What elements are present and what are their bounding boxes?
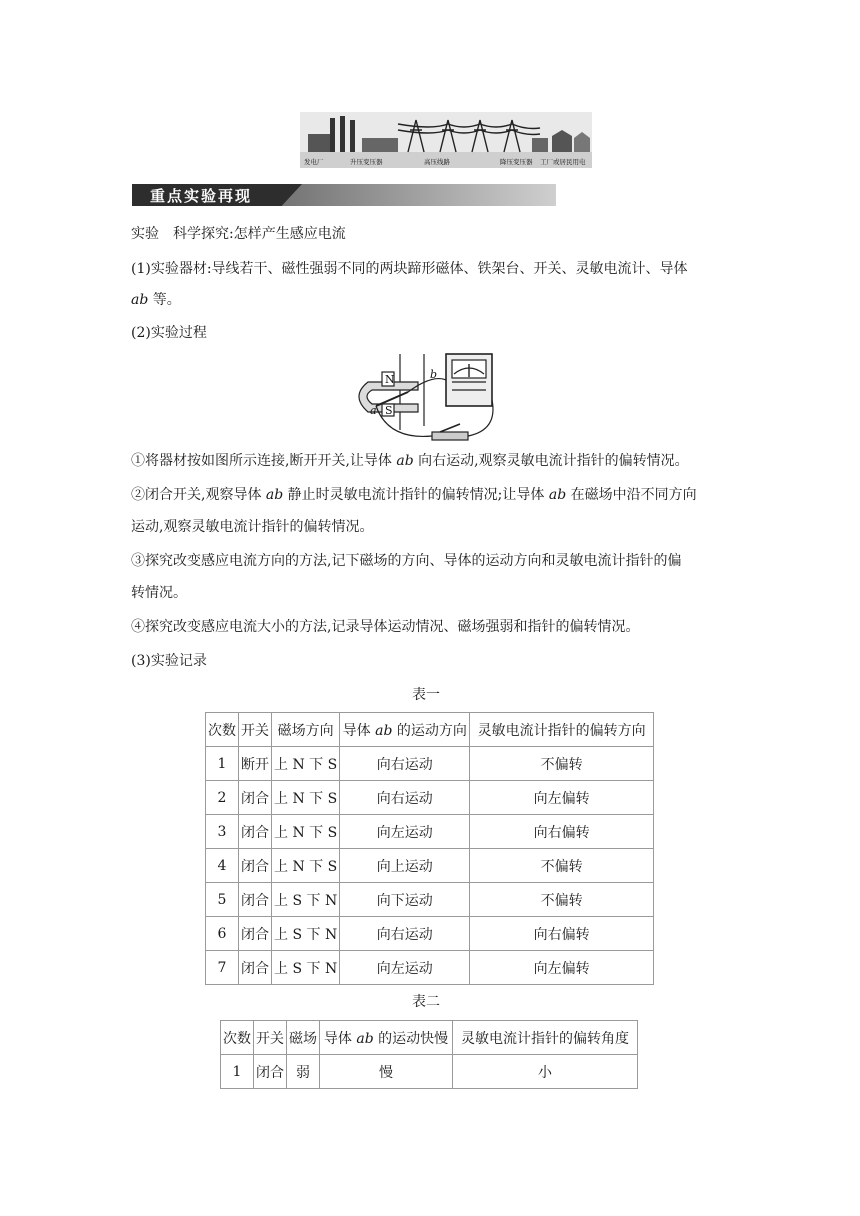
- table2-caption: 表二: [412, 994, 440, 1010]
- power-label-user: 工厂或居民用电: [540, 158, 586, 166]
- table-cell: 向右运动: [340, 917, 470, 951]
- table1-header-motion: 导体 ab 的运动方向: [340, 713, 470, 747]
- table-cell: 闭合: [239, 849, 272, 883]
- table-cell: 不偏转: [470, 883, 654, 917]
- table2: [220, 1020, 638, 1089]
- table1-header-switch: 开关: [239, 713, 272, 747]
- table2-header-count: 次数: [221, 1021, 254, 1055]
- table-row: [206, 747, 654, 781]
- table2-header-field: 磁场: [287, 1021, 320, 1055]
- table-cell: 向右偏转: [470, 815, 654, 849]
- table-cell: 上 N 下 S: [272, 849, 340, 883]
- table-row: [206, 883, 654, 917]
- table-cell: 闭合: [239, 883, 272, 917]
- table-row: [221, 1055, 638, 1089]
- process-title: (2)实验过程: [131, 325, 207, 341]
- table1-header-field: 磁场方向: [272, 713, 340, 747]
- table-cell: 3: [206, 815, 239, 849]
- table-cell: 向右偏转: [470, 917, 654, 951]
- power-label-stepup: 升压变压器: [350, 158, 383, 166]
- table2-header-angle: 灵敏电流计指针的偏转角度: [453, 1021, 638, 1055]
- table-cell: 5: [206, 883, 239, 917]
- table1-caption: 表一: [412, 687, 440, 703]
- table1-header-count: 次数: [206, 713, 239, 747]
- table-cell: 向右运动: [340, 747, 470, 781]
- table-cell: 不偏转: [470, 849, 654, 883]
- table-cell: 向左偏转: [470, 781, 654, 815]
- table-cell: 不偏转: [470, 747, 654, 781]
- power-label-plant: 发电厂: [304, 158, 324, 166]
- table-row: [206, 781, 654, 815]
- table-row: [206, 917, 654, 951]
- step-3-line-2: 转情况。: [131, 585, 187, 601]
- step-4: ④探究改变感应电流大小的方法,记录导体运动情况、磁场强弱和指针的偏转情况。: [131, 619, 640, 635]
- table-cell: 上 S 下 N: [272, 917, 340, 951]
- table-cell: 慢: [320, 1055, 453, 1089]
- step-3-line-1: ③探究改变感应电流方向的方法,记下磁场的方向、导体的运动方向和灵敏电流计指针的偏: [131, 553, 682, 569]
- table-cell: 向左偏转: [470, 951, 654, 985]
- table2-header-switch: 开关: [254, 1021, 287, 1055]
- section-title: 重点实验再现: [150, 187, 253, 205]
- table-cell: 弱: [287, 1055, 320, 1089]
- table-cell: 断开: [239, 747, 272, 781]
- table-row: [206, 951, 654, 985]
- table-cell: 1: [221, 1055, 254, 1089]
- table-cell: 向左运动: [340, 815, 470, 849]
- table-cell: 闭合: [239, 815, 272, 849]
- table2-header-speed: 导体 ab 的运动快慢: [320, 1021, 453, 1055]
- table2-header-row: [221, 1021, 638, 1055]
- label-b: b: [430, 368, 438, 381]
- section-banner: [132, 184, 556, 206]
- step-2-line-1: ②闭合开关,观察导体 ab 静止时灵敏电流计指针的偏转情况;让导体 ab 在磁场中沿不同方向: [131, 487, 697, 503]
- record-title: (3)实验记录: [131, 653, 207, 669]
- table-cell: 7: [206, 951, 239, 985]
- table-cell: 2: [206, 781, 239, 815]
- table-cell: 向左运动: [340, 951, 470, 985]
- table1-header-row: [206, 713, 654, 747]
- table-cell: 上 N 下 S: [272, 781, 340, 815]
- table-cell: 1: [206, 747, 239, 781]
- power-transmission-figure: [300, 112, 592, 168]
- table-cell: 上 S 下 N: [272, 883, 340, 917]
- label-a: a: [370, 404, 377, 417]
- table1: [205, 712, 654, 985]
- materials-line-1: (1)实验器材:导线若干、磁性强弱不同的两块蹄形磁体、铁架台、开关、灵敏电流计、导体: [131, 261, 688, 277]
- table-cell: 6: [206, 917, 239, 951]
- table-cell: 4: [206, 849, 239, 883]
- step-2-line-2: 运动,观察灵敏电流计指针的偏转情况。: [131, 519, 374, 535]
- table-cell: 闭合: [239, 781, 272, 815]
- apparatus-figure: [348, 350, 508, 442]
- table-cell: 小: [453, 1055, 638, 1089]
- table-cell: 闭合: [254, 1055, 287, 1089]
- table-cell: 闭合: [239, 917, 272, 951]
- table-row: [206, 815, 654, 849]
- label-N: N: [385, 373, 395, 386]
- table-cell: 向下运动: [340, 883, 470, 917]
- step-1: ①将器材按如图所示连接,断开开关,让导体 ab 向右运动,观察灵敏电流计指针的偏转情况。: [131, 453, 689, 469]
- table-cell: 向右运动: [340, 781, 470, 815]
- table1-header-deflection: 灵敏电流计指针的偏转方向: [470, 713, 654, 747]
- table-cell: 向上运动: [340, 849, 470, 883]
- experiment-heading: 实验 科学探究:怎样产生感应电流: [131, 226, 346, 242]
- table-cell: 上 N 下 S: [272, 747, 340, 781]
- table-cell: 上 N 下 S: [272, 815, 340, 849]
- table-cell: 上 S 下 N: [272, 951, 340, 985]
- table-row: [206, 849, 654, 883]
- table-cell: 闭合: [239, 951, 272, 985]
- power-label-line: 高压线路: [424, 158, 450, 166]
- var-ab: ab: [131, 292, 149, 308]
- materials-line-2: ab 等。: [131, 292, 181, 308]
- label-S: S: [385, 404, 393, 417]
- power-label-stepdown: 降压变压器: [500, 158, 533, 166]
